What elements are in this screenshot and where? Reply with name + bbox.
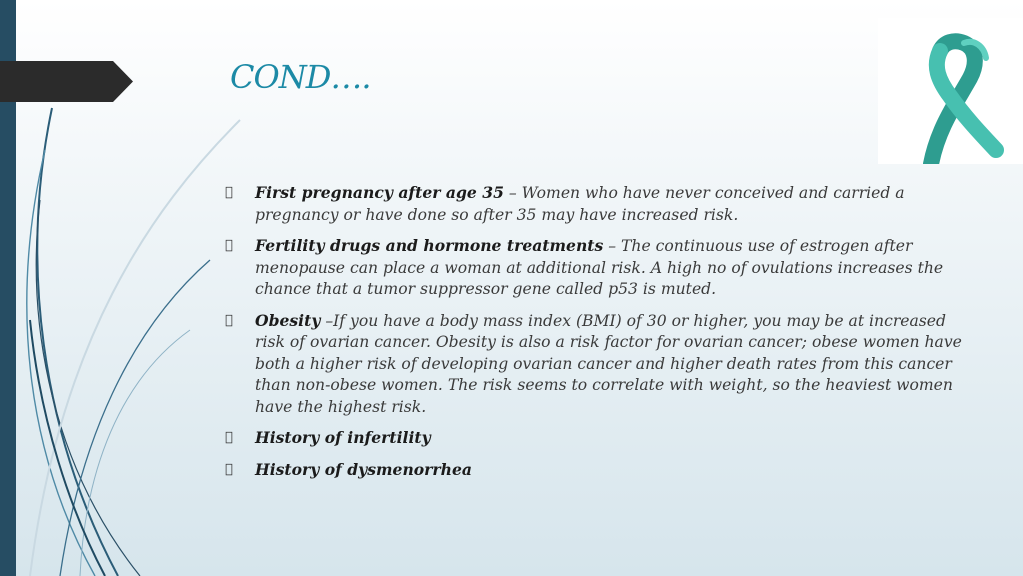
item-body	[255, 427, 965, 450]
bullet-icon	[225, 459, 255, 482]
ribbon-image	[878, 18, 1023, 164]
item-text: –If you have a body mass index (BMI) of 30 or higher, you may be at increased risk of ovarian cancer. Obesity is also a risk factor for ovarian cancer; obese women have both a higher risk of developing ovarian cancer and higher death rates from this cancer than non-obese women. The risk seems to correlate with weight, so the heaviest women have the highest risk.	[255, 311, 962, 416]
list-item	[225, 310, 965, 419]
item-heading: First pregnancy after age 35	[255, 183, 504, 202]
bullet-icon	[225, 427, 255, 450]
item-text: – The continuous use of estrogen after menopause can place a woman at additional risk. A high no of ovulations increases the chance that a tumor suppressor gene called p53 is muted.	[255, 237, 944, 298]
item-body	[255, 235, 965, 301]
item-text: – Women who have never conceived and carried a pregnancy or have done so after 35 may have increased risk.	[255, 184, 905, 224]
item-heading: Fertility drugs and hormone treatments	[255, 236, 604, 255]
item-body	[255, 310, 965, 419]
item-body	[255, 459, 965, 482]
awareness-ribbon-icon	[878, 18, 1023, 164]
bullet-icon	[225, 235, 255, 301]
item-heading: History of infertility	[255, 428, 431, 447]
slide-title: COND….	[230, 58, 371, 96]
list-item	[225, 182, 965, 226]
bullet-list	[225, 182, 965, 490]
bullet-icon	[225, 182, 255, 226]
item-heading: History of dysmenorrhea	[255, 459, 472, 479]
list-item	[225, 235, 965, 301]
list-item	[225, 427, 965, 450]
bullet-icon	[225, 310, 255, 419]
item-body	[255, 182, 965, 226]
title-arrow-shape	[0, 61, 133, 102]
item-heading: Obesity	[255, 310, 321, 330]
list-item	[225, 459, 965, 482]
